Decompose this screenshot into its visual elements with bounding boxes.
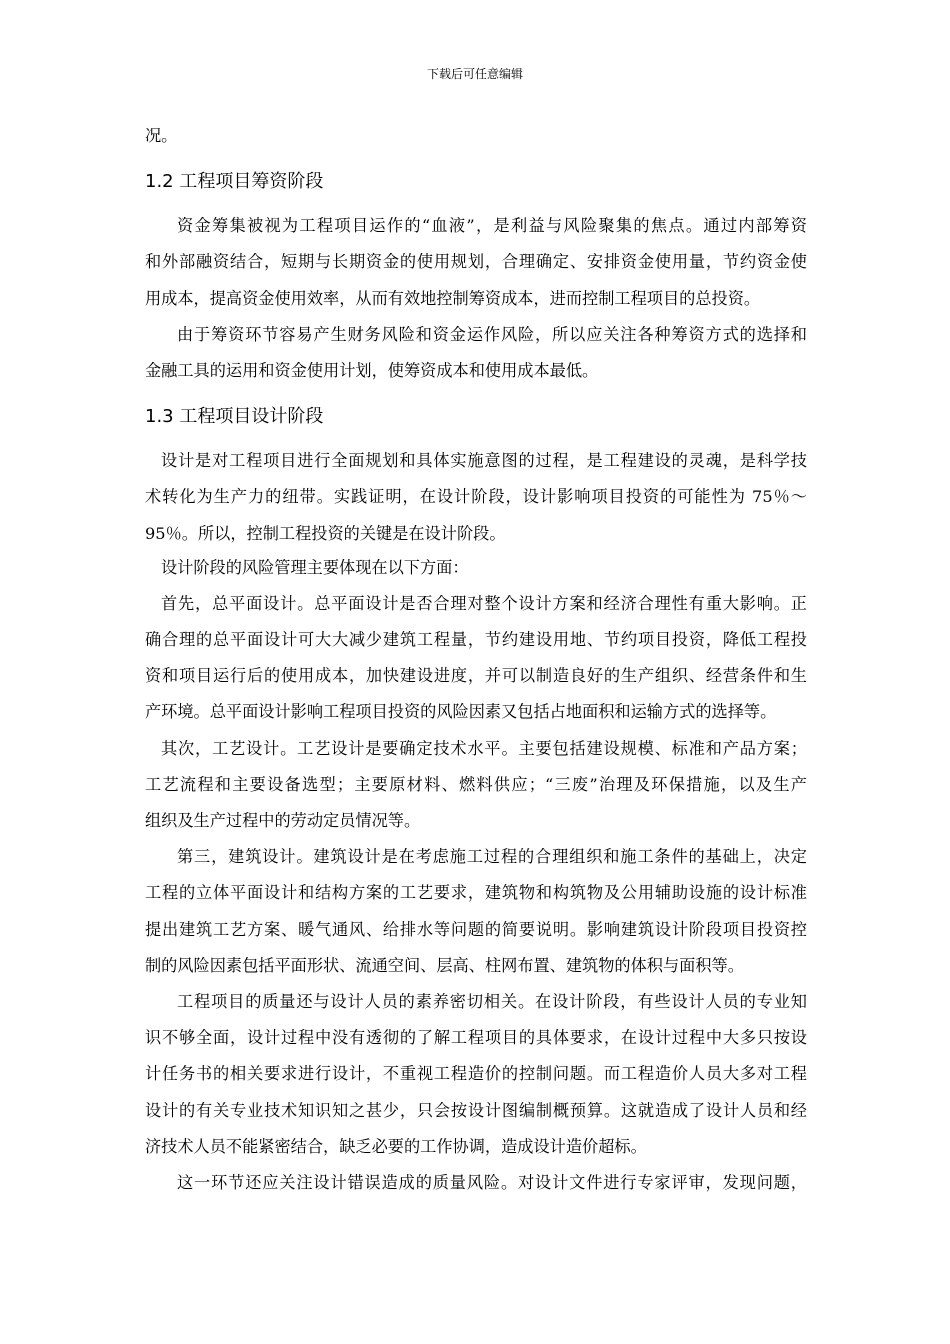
document-body [145, 118, 807, 1201]
paragraph-line: 用成本，提高资金使用效率，从而有效地控制筹资成本，进而控制工程项目的总投资。 [145, 288, 761, 308]
paragraph-line: 设计阶段的风险管理主要体现在以下方面： [161, 557, 469, 577]
paragraph-line: 设计是对工程项目进行全面规划和具体实施意图的过程，是工程建设的灵魂，是科学技 [161, 451, 807, 471]
section-heading-1-2: 1.2 工程项目筹资阶段 [145, 171, 324, 193]
paragraph-line: 由于筹资环节容易产生财务风险和资金运作风险，所以应关注各种筹资方式的选择和 [177, 324, 807, 344]
paragraph-line: 其次，工艺设计。工艺设计是要确定技术水平。主要包括建设规模、标准和产品方案； [161, 738, 807, 758]
paragraph-line: 资金筹集被视为工程项目运作的“血液”，是利益与风险聚集的焦点。通过内部筹资 [177, 216, 807, 236]
paragraph-line: 组织及生产过程中的劳动定员情况等。 [145, 811, 421, 830]
paragraph-line: 计任务书的相关要求进行设计，不重视工程造价的控制问题。而工程造价人员大多对工程 [145, 1064, 807, 1084]
paragraph-line: 资和项目运行后的使用成本，加快建设进度，并可以制造良好的生产组织、经营条件和生 [145, 666, 807, 686]
paragraph-line: 济技术人员不能紧密结合，缺乏必要的工作协调，造成设计造价超标。 [145, 1136, 647, 1156]
paragraph-line: 提出建筑工艺方案、暖气通风、给排水等问题的简要说明。影响建筑设计阶段项目投资控 [145, 919, 807, 939]
paragraph-line: 工艺流程和主要设备选型；主要原材料、燃料供应；“三废”治理及环保措施，以及生产 [145, 774, 807, 794]
page-header: 下载后可任意编辑 [426, 67, 523, 81]
paragraph-line: 这一环节还应关注设计错误造成的质量风险。对设计文件进行专家评审，发现问题， [177, 1172, 807, 1192]
paragraph-line: 制的风险因素包括平面形状、流通空间、层高、柱网布置、建筑物的体积与面积等。 [145, 955, 744, 975]
paragraph-line: 第三，建筑设计。建筑设计是在考虑施工过程的合理组织和施工条件的基础上，决定 [177, 847, 807, 867]
paragraph-line: 工程的立体平面设计和结构方案的工艺要求，建筑物和构筑物及公用辅助设施的设计标准 [145, 883, 807, 903]
paragraph-line: 首先，总平面设计。总平面设计是否合理对整个设计方案和经济合理性有重大影响。正 [161, 593, 807, 613]
paragraph-line: 术转化为生产力的纽带。实践证明，在设计阶段，设计影响项目投资的可能性为 75％～ [145, 487, 807, 507]
paragraph-line: 金融工具的运用和资金使用计划，使筹资成本和使用成本最低。 [145, 360, 599, 380]
section-heading-1-3: 1.3 工程项目设计阶段 [145, 406, 324, 428]
paragraph-line: 确合理的总平面设计可大大减少建筑工程量，节约建设用地、节约项目投资，降低工程投 [145, 630, 807, 650]
paragraph-line: 识不够全面，设计过程中没有透彻的了解工程项目的具体要求，在设计过程中大多只按设 [145, 1028, 807, 1048]
paragraph-line: 工程项目的质量还与设计人员的素养密切相关。在设计阶段，有些设计人员的专业知 [177, 991, 807, 1011]
paragraph-line: 95％。所以，控制工程投资的关键是在设计阶段。 [145, 523, 506, 543]
paragraph-line: 况。 [145, 126, 178, 145]
paragraph-line: 产环境。总平面设计影响工程项目投资的风险因素又包括占地面积和运输方式的选择等。 [145, 702, 777, 722]
paragraph-line: 设计的有关专业技术知识知之甚少，只会按设计图编制概预算。这就造成了设计人员和经 [145, 1100, 807, 1120]
paragraph-line: 和外部融资结合，短期与长期资金的使用规划，合理确定、安排资金使用量，节约资金使 [145, 252, 807, 272]
